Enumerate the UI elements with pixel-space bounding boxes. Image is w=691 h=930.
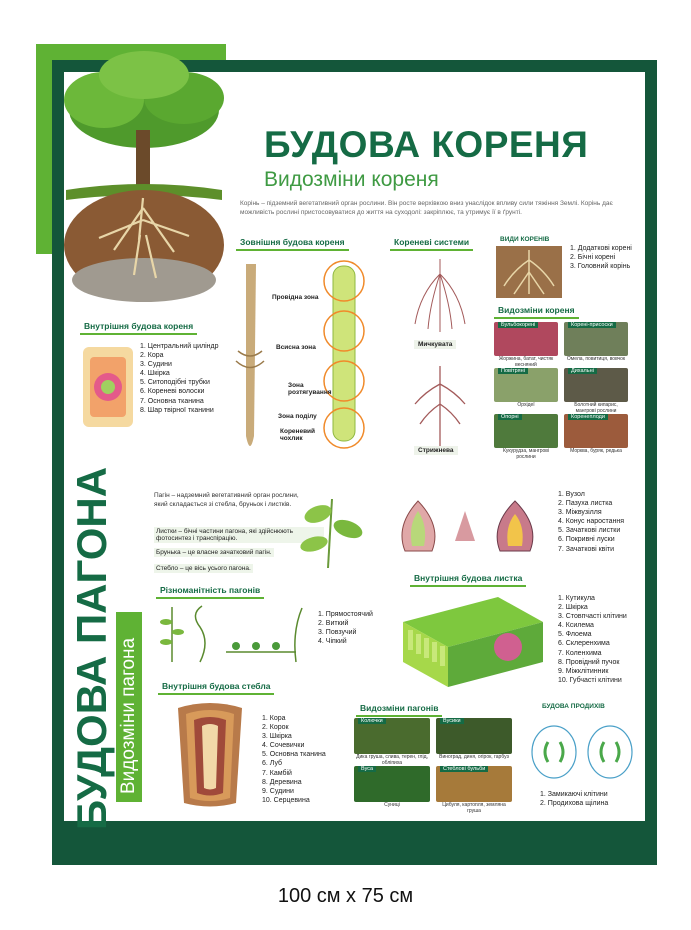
- shoot-variety-illustration: [156, 602, 312, 664]
- modification-caption: Кукурудза, мангрові рослини: [502, 448, 550, 460]
- modification-caption: Орхідеї: [517, 402, 535, 408]
- stem-internal-item: 2. Корок: [262, 724, 289, 732]
- stem-internal-item: 5. Основна тканина: [262, 751, 326, 759]
- root-internal-heading: Внутрішня будова кореня: [80, 320, 197, 333]
- buds-illustration: [390, 496, 550, 556]
- stem-internal-heading: Внутрішня будова стебла: [158, 680, 274, 693]
- stem-internal-item: 9. Судини: [262, 787, 294, 795]
- bud-item: 6. Покривні луски: [558, 536, 615, 544]
- stem-internal-item: 10. Серцевина: [262, 796, 310, 804]
- shoot-intro-text: Пагін – надземний вегетативний орган рослини, який складається зі стебла, бруньок і листків.: [154, 492, 299, 508]
- leaves-note: Листки – бічні частини пагона, які здійснюють фотосинтез і транспірацію.: [154, 527, 324, 543]
- stomata-list: [540, 790, 640, 808]
- buds-list: [558, 490, 640, 554]
- root-systems-heading: Кореневі системи: [390, 236, 473, 249]
- root-internal-item: 2. Кора: [140, 352, 164, 360]
- root-kind-item: 1. Додаткові корені: [570, 245, 632, 252]
- modification-caption: Виноград, диня, огірок, гарбуз: [439, 754, 509, 760]
- shoot-vertical-subtitle: Видозміни пагона: [116, 612, 142, 802]
- modification-caption: Цибуля, картопля, земляна груша: [442, 802, 506, 814]
- leaf-internal-item: 7. Коленхима: [558, 649, 602, 657]
- modification-label: Вусики: [440, 718, 464, 724]
- bud-item: 1. Вузол: [558, 491, 585, 498]
- leaf-internal-item: 3. Стовпчасті клітини: [558, 613, 627, 621]
- modification-label: Стеблові бульби: [440, 766, 488, 772]
- leaf-internal-item: 5. Флоема: [558, 631, 592, 639]
- modification-label: Дихальні: [568, 368, 597, 374]
- stomata-item: 2. Продихова щілина: [540, 800, 609, 808]
- bud-item: 2. Пазуха листка: [558, 500, 613, 508]
- shoot-illustration: [288, 494, 378, 569]
- root-kinds-list: [570, 244, 640, 271]
- root-internal-item: 6. Кореневі волоски: [140, 388, 205, 396]
- modification-label: Бульбокорені: [498, 322, 538, 328]
- shoot-modifications-heading: Видозміни пагонів: [356, 702, 442, 715]
- stem-internal-item: 3. Шкірка: [262, 733, 292, 741]
- shoot-variety-list: [318, 610, 398, 646]
- zone-label-1: Провідна зона: [272, 294, 319, 301]
- shoot-variety-item: 4. Чіпкий: [318, 638, 347, 646]
- stem-internal-item: 8. Деревина: [262, 778, 302, 786]
- bud-item: 3. Міжвузілля: [558, 509, 602, 517]
- stem-internal-list: [262, 714, 340, 805]
- root-internal-item: 4. Шкірка: [140, 370, 170, 378]
- root-kind-item: 3. Головний корінь: [570, 263, 631, 271]
- modification-label: Корені-присоски: [568, 322, 616, 328]
- bud-note: Брунька – це власне зачатковий пагін.: [156, 549, 272, 556]
- zone-label-3: Зона розтягування: [288, 382, 332, 396]
- bud-item: 5. Зачаткові листки: [558, 527, 621, 535]
- stem-internal-item: 4. Сочевички: [262, 742, 305, 750]
- stomata-item: 1. Замикаючі клітини: [540, 791, 608, 798]
- modification-label: Повітряні: [498, 368, 528, 374]
- modification-label: Коренеплоди: [568, 414, 608, 420]
- root-external-heading: Зовнішня будова кореня: [236, 236, 349, 249]
- modification-caption: Болотний кипарис, мангрові рослини: [574, 402, 618, 414]
- stem-cross-section-illustration: [170, 698, 250, 810]
- stem-internal-item: 1. Кора: [262, 715, 286, 722]
- root-internal-item: 3. Судини: [140, 361, 172, 369]
- stomata-heading: БУДОВА ПРОДИХІВ: [542, 703, 605, 710]
- root-cross-section-illustration: [78, 342, 138, 432]
- modification-caption: Морква, буряк, редька: [570, 448, 622, 454]
- poster-title: БУДОВА КОРЕНЯ: [264, 124, 589, 165]
- leaf-cross-section-illustration: [398, 592, 548, 692]
- root-modifications-heading: Видозміни кореня: [494, 304, 579, 317]
- zone-label-4: Зона поділу: [278, 413, 317, 420]
- shoot-variety-heading: Різноманітність пагонів: [156, 584, 264, 597]
- root-internal-item: 5. Ситоподібні трубки: [140, 379, 210, 387]
- root-system-taproot: Стрижнева: [414, 446, 458, 455]
- root-kinds-illustration: [496, 246, 562, 298]
- root-internal-item: 8. Шар твірної тканини: [140, 406, 214, 414]
- root-kind-item: 2. Бічні корені: [570, 254, 616, 262]
- leaf-internal-item: 1. Кутикула: [558, 595, 595, 602]
- root-intro-text: Корінь – підземний вегетативний орган рослини. Він росте верхівкою вниз унаслідок впливу сили тяжіння Землі. Корінь дає можливість рослині пристосовуватися до життя на суходолі: закріплює, та утримує її в ґрунті.: [240, 200, 613, 216]
- leaf-internal-item: 8. Провідний пучок: [558, 658, 620, 666]
- modification-caption: Суниці: [384, 802, 400, 808]
- zone-label-2: Всисна зона: [276, 344, 316, 351]
- leaf-internal-item: 6. Склеренхима: [558, 640, 610, 648]
- modification-label: Вуса: [358, 766, 376, 772]
- leaf-internal-list: [558, 594, 642, 685]
- bud-item: 4. Конус наростання: [558, 518, 625, 526]
- bud-item: 7. Зачаткові квіти: [558, 545, 615, 553]
- root-systems-illustration: [400, 254, 480, 454]
- stem-note: Стебло – це вісь усього пагона.: [156, 565, 251, 572]
- stomata-illustration: [530, 716, 634, 784]
- leaf-internal-item: 4. Ксилема: [558, 622, 594, 630]
- leaf-internal-heading: Внутрішня будова листка: [410, 572, 526, 585]
- root-external-illustration: [228, 256, 378, 456]
- poster-subtitle: Видозміни кореня: [264, 168, 439, 191]
- shoot-vertical-title: БУДОВА ПАГОНА: [68, 466, 115, 830]
- shoot-variety-item: 3. Повзучий: [318, 629, 357, 637]
- leaf-internal-item: 2. Шкірка: [558, 604, 588, 612]
- root-internal-list: [140, 342, 219, 415]
- modification-caption: Жоржина, батат, чистяк весняний: [498, 356, 554, 368]
- root-internal-item: 1. Центральний циліндр: [140, 343, 219, 350]
- modification-label: Опорні: [498, 414, 522, 420]
- root-system-fibrous: Мичкувата: [414, 340, 456, 349]
- root-kinds-heading: ВИДИ КОРЕНІВ: [500, 236, 550, 243]
- stem-internal-item: 7. Камбій: [262, 769, 292, 777]
- zone-label-5: Кореневий чохлик: [280, 428, 316, 442]
- root-internal-item: 7. Основна тканина: [140, 397, 204, 405]
- modification-caption: Дика груша, слива, терен, глід, обліпиха: [356, 754, 428, 766]
- shoot-variety-item: 1. Прямостоячий: [318, 611, 373, 618]
- leaf-internal-item: 10. Губчасті клітини: [558, 676, 622, 684]
- modification-caption: Омела, повитиця, вовчок: [566, 356, 626, 362]
- stem-internal-item: 6. Луб: [262, 760, 283, 768]
- modification-label: Колючки: [358, 718, 386, 724]
- leaf-internal-item: 9. Міжклітинник: [558, 667, 609, 675]
- tree-illustration: [44, 40, 244, 310]
- shoot-variety-item: 2. Виткий: [318, 620, 349, 628]
- poster-size-caption: 100 см х 75 см: [277, 885, 414, 907]
